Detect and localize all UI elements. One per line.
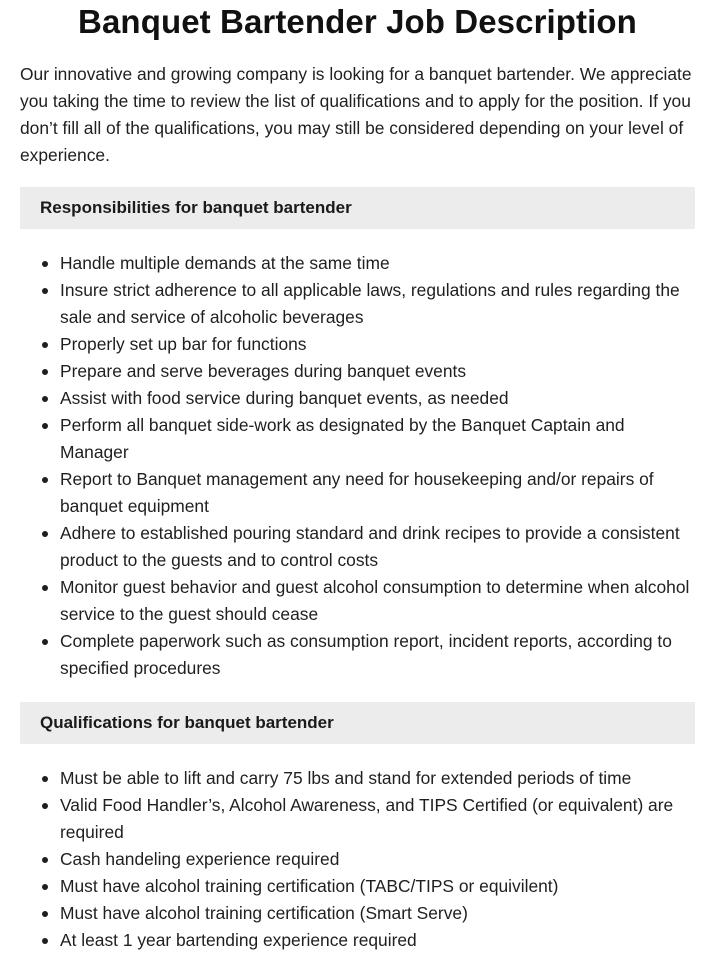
list-item bbox=[60, 331, 695, 358]
list-item-text: Prepare and serve beverages during banquet events bbox=[60, 361, 467, 381]
list-item-text: Must be able to lift and carry 75 lbs and stand for extended periods of time bbox=[60, 768, 632, 788]
list-item-text: Assist with food service during banquet events, as needed bbox=[60, 388, 509, 408]
bullet-icon bbox=[42, 477, 48, 483]
qualifications-heading: Qualifications for banquet bartender bbox=[20, 702, 695, 744]
list-item bbox=[60, 385, 695, 412]
intro-paragraph: Our innovative and growing company is looking for a banquet bartender. We appreciate you taking the time to review the list of qualifications and to apply for the position. If you don’t fill all of the qualifications, you may still be considered depending on your level of experience. bbox=[20, 64, 692, 165]
qualifications-list bbox=[20, 765, 695, 954]
list-item-text: Cash handeling experience required bbox=[60, 849, 340, 869]
list-item bbox=[60, 927, 695, 954]
list-item-text: Adhere to established pouring standard and drink recipes to provide a consistent product to the guests and to control costs bbox=[60, 523, 680, 570]
list-item-text: Must have alcohol training certification (Smart Serve) bbox=[60, 903, 468, 923]
bullet-icon bbox=[42, 342, 48, 348]
bullet-icon bbox=[42, 776, 48, 782]
list-item-text: Valid Food Handler’s, Alcohol Awareness, and TIPS Certified (or equivalent) are required bbox=[60, 795, 674, 842]
list-item bbox=[60, 873, 695, 900]
responsibilities-heading: Responsibilities for banquet bartender bbox=[20, 187, 695, 229]
list-item-text: Handle multiple demands at the same time bbox=[60, 253, 390, 273]
page-title: Banquet Bartender Job Description bbox=[78, 3, 637, 40]
list-item bbox=[60, 792, 695, 846]
list-item bbox=[60, 277, 695, 331]
list-item-text: Monitor guest behavior and guest alcohol consumption to determine when alcohol service to the guest should cease bbox=[60, 577, 690, 624]
bullet-icon bbox=[42, 423, 48, 429]
list-item-text: Must have alcohol training certification (TABC/TIPS or equivilent) bbox=[60, 876, 559, 896]
bullet-icon bbox=[42, 531, 48, 537]
bullet-icon bbox=[42, 585, 48, 591]
list-item-text: Perform all banquet side-work as designated by the Banquet Captain and Manager bbox=[60, 415, 625, 462]
bullet-icon bbox=[42, 261, 48, 267]
bullet-icon bbox=[42, 396, 48, 402]
bullet-icon bbox=[42, 884, 48, 890]
bullet-icon bbox=[42, 803, 48, 809]
list-item-text: Properly set up bar for functions bbox=[60, 334, 307, 354]
list-item bbox=[60, 628, 695, 682]
list-item bbox=[60, 250, 695, 277]
list-item-text: Report to Banquet management any need for housekeeping and/or repairs of banquet equipment bbox=[60, 469, 654, 516]
responsibilities-list bbox=[20, 250, 695, 682]
list-item bbox=[60, 412, 695, 466]
list-item bbox=[60, 846, 695, 873]
list-item bbox=[60, 765, 695, 792]
bullet-icon bbox=[42, 911, 48, 917]
list-item-text: At least 1 year bartending experience required bbox=[60, 930, 417, 950]
list-item-text: Complete paperwork such as consumption report, incident reports, according to specified procedures bbox=[60, 631, 672, 678]
bullet-icon bbox=[42, 369, 48, 375]
list-item bbox=[60, 358, 695, 385]
list-item bbox=[60, 466, 695, 520]
bullet-icon bbox=[42, 857, 48, 863]
list-item bbox=[60, 574, 695, 628]
list-item bbox=[60, 900, 695, 927]
bullet-icon bbox=[42, 639, 48, 645]
bullet-icon bbox=[42, 288, 48, 294]
list-item-text: Insure strict adherence to all applicable laws, regulations and rules regarding the sale and service of alcoholic beverages bbox=[60, 280, 680, 327]
list-item bbox=[60, 520, 695, 574]
bullet-icon bbox=[42, 938, 48, 944]
